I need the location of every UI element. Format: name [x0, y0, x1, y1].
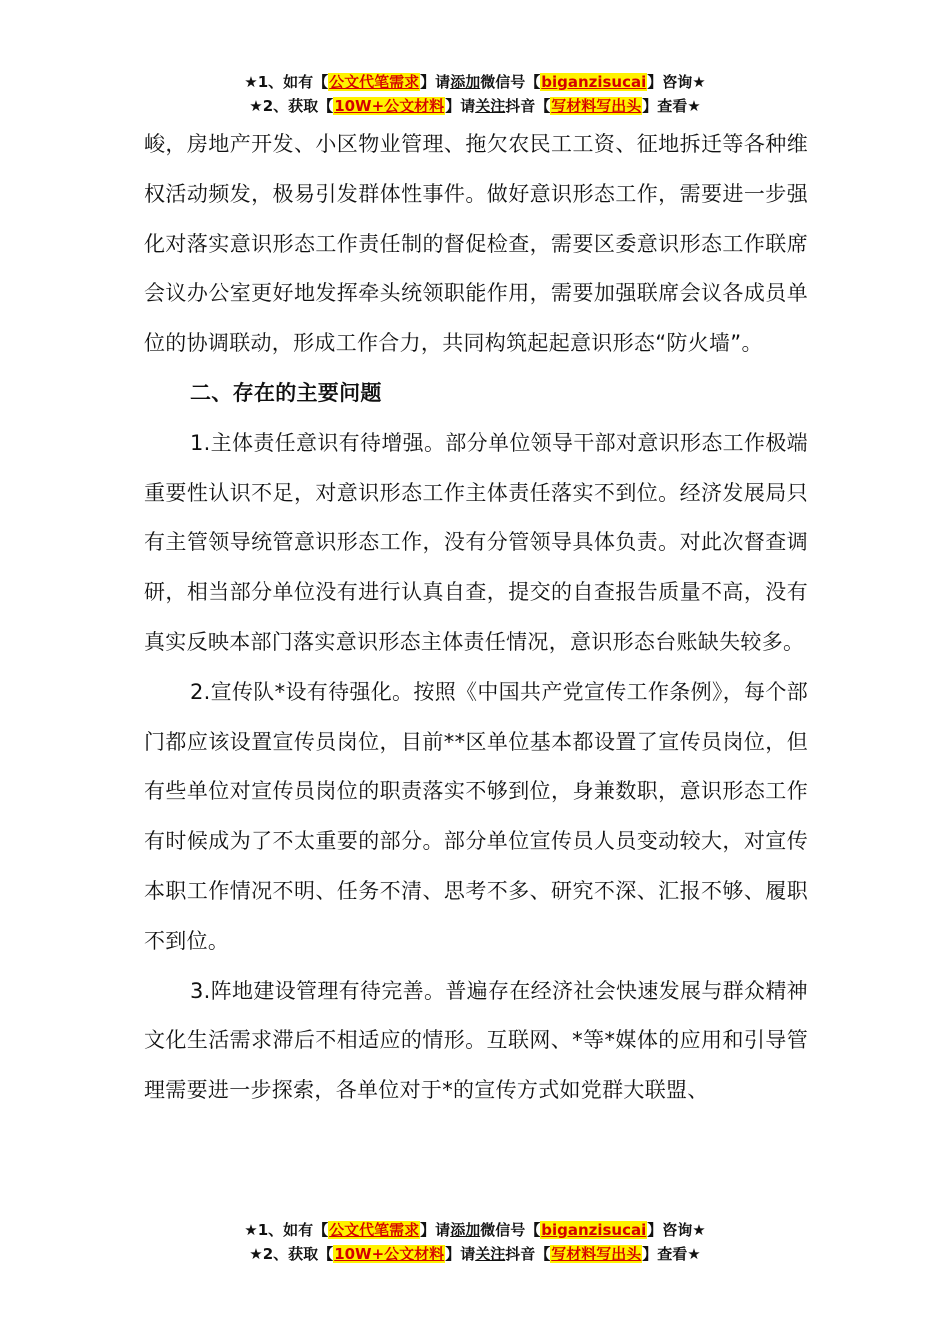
section-heading: 二、存在的主要问题	[190, 380, 382, 405]
banner-line-2	[0, 1242, 950, 1266]
banner-line-1	[0, 1218, 950, 1242]
banner-highlight: 公文代笔需求	[329, 73, 420, 91]
bottom-banner	[0, 1218, 950, 1266]
banner-underline: 添加	[450, 1221, 481, 1239]
banner-highlight: 10W+公文材料	[334, 97, 445, 115]
banner-text: 抖音【	[505, 97, 551, 115]
banner-text: 】请	[420, 1221, 451, 1239]
banner-highlight: biganzisucai	[541, 1221, 647, 1239]
banner-text: 】查看★	[642, 97, 701, 115]
banner-line-1	[0, 70, 950, 94]
banner-underline: 关注	[475, 97, 506, 115]
paragraph-intro: 峻，房地产开发、小区物业管理、拖欠农民工工资、征地拆迁等各种维权活动频发，极易引发群体性事件。做好意识形态工作，需要进一步强化对落实意识形态工作责任制的督促检查，需要区委意识形态工作联席会议办公室更好地发挥牵头统领职能作用，需要加强联席会议各成员单位的协调联动，形成工作合力，共同构筑起起意识形态“防火墙”。	[144, 132, 808, 356]
banner-text: 微信号【	[480, 1221, 541, 1239]
banner-highlight: 10W+公文材料	[334, 1245, 445, 1263]
paragraph-3: 3.阵地建设管理有待完善。普遍存在经济社会快速发展与群众精神文化生活需求滞后不相适应的情形。互联网、*等*媒体的应用和引导管理需要进一步探索，各单位对于*的宣传方式如党群大联盟、	[144, 978, 808, 1103]
banner-text: 】咨询★	[647, 1221, 706, 1239]
banner-highlight: biganzisucai	[541, 73, 647, 91]
banner-text: ★1、如有【	[244, 1221, 329, 1239]
banner-underline: 关注	[475, 1245, 506, 1263]
banner-text: 】请	[420, 73, 451, 91]
banner-line-2	[0, 94, 950, 118]
banner-highlight: 公文代笔需求	[329, 1221, 420, 1239]
paragraph-1: 1.主体责任意识有待增强。部分单位领导干部对意识形态工作极端重要性认识不足，对意识形态工作主体责任落实不到位。经济发展局只有主管领导统管意识形态工作，没有分管领导具体负责。对此次督查调研，相当部分单位没有进行认真自查，提交的自查报告质量不高，没有真实反映本部门落实意识形态主体责任情况，意识形态台账缺失较多。	[144, 430, 808, 654]
banner-text: ★2、获取【	[249, 97, 334, 115]
banner-text: 抖音【	[505, 1245, 551, 1263]
top-banner	[0, 70, 950, 118]
banner-underline: 添加	[450, 73, 481, 91]
banner-highlight: 写材料写出头	[551, 1245, 642, 1263]
banner-highlight: 写材料写出头	[551, 97, 642, 115]
banner-text: 】查看★	[642, 1245, 701, 1263]
paragraph-2: 2.宣传队*设有待强化。按照《中国共产党宣传工作条例》，每个部门都应该设置宣传员岗位，目前**区单位基本都设置了宣传员岗位，但有些单位对宣传员岗位的职责落实不够到位，身兼数职，意识形态工作有时候成为了不太重要的部分。部分单位宣传员人员变动较大，对宣传本职工作情况不明、任务不清、思考不多、研究不深、汇报不够、履职不到位。	[144, 679, 808, 953]
banner-text: 】咨询★	[647, 73, 706, 91]
banner-text: 】请	[445, 97, 476, 115]
banner-text: 微信号【	[480, 73, 541, 91]
banner-text: ★1、如有【	[244, 73, 329, 91]
banner-text: ★2、获取【	[249, 1245, 334, 1263]
document-body	[144, 120, 808, 1116]
banner-text: 】请	[445, 1245, 476, 1263]
